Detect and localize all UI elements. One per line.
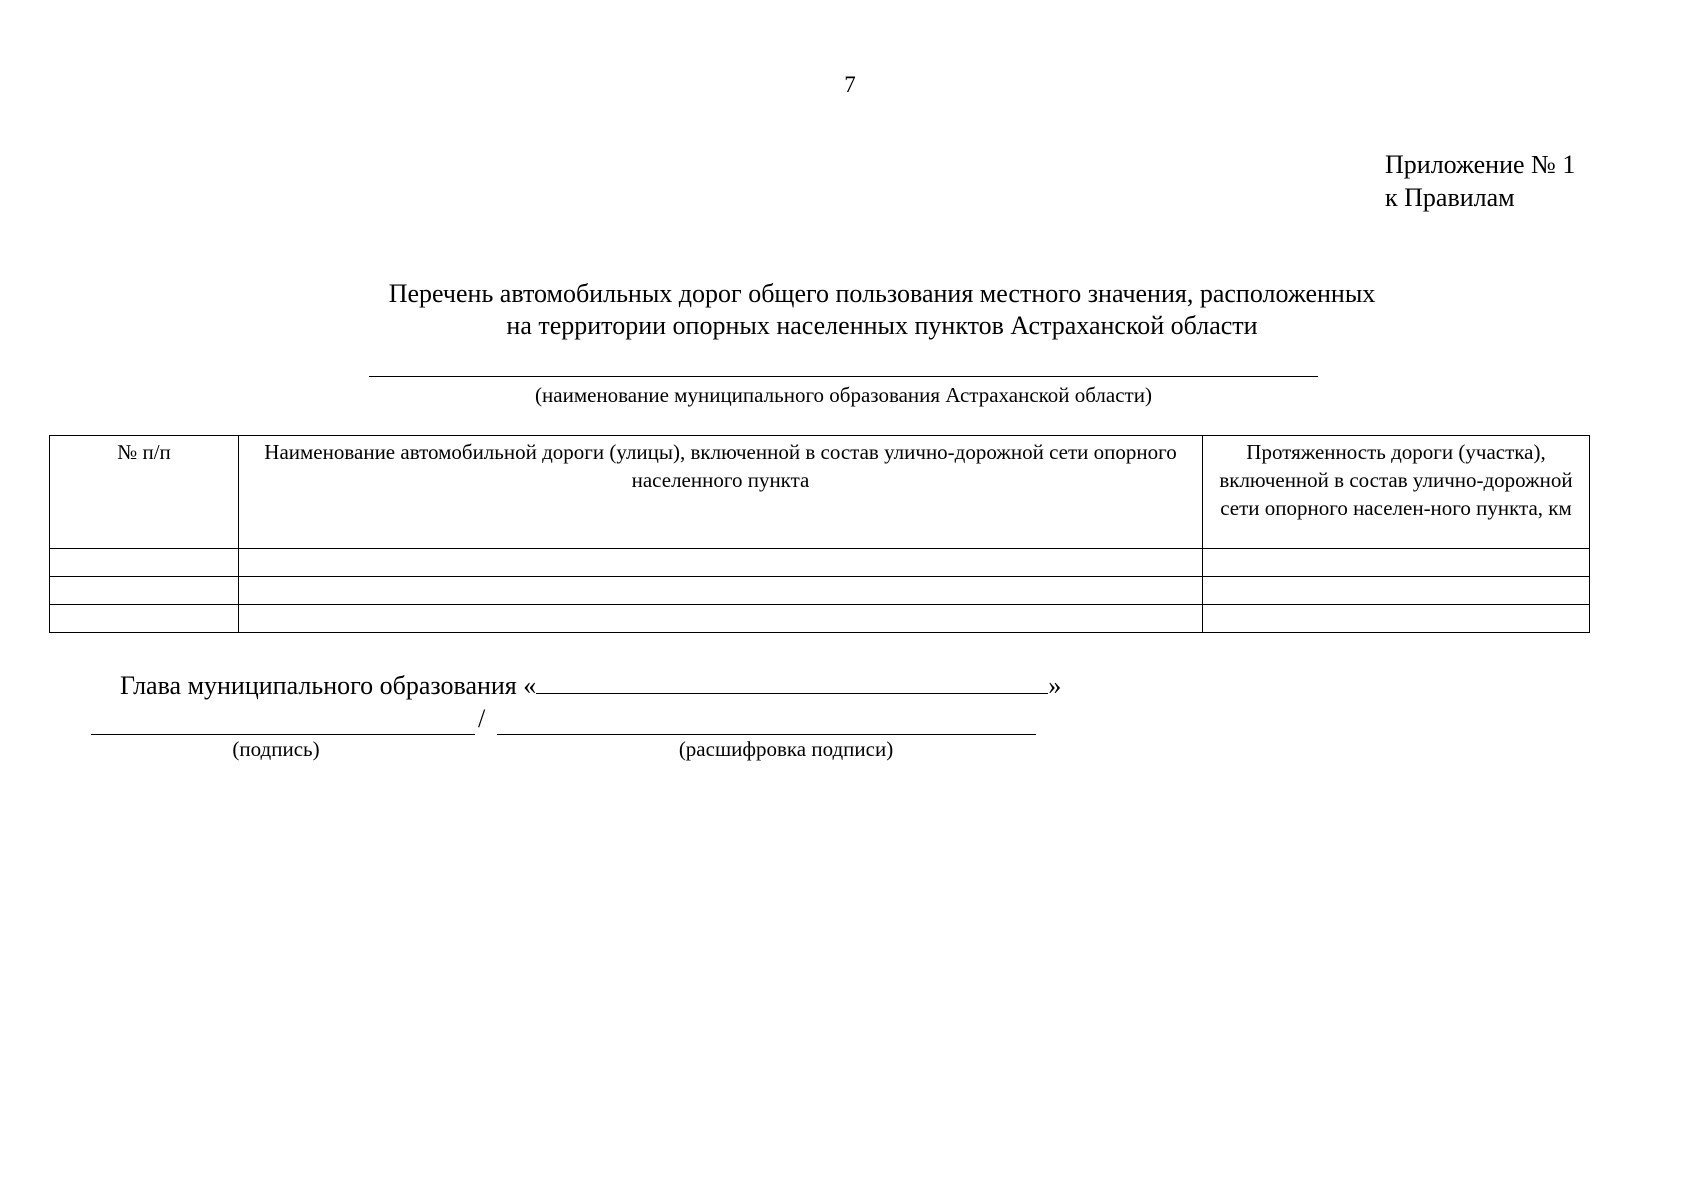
- signature-caption: (подпись): [232, 737, 320, 761]
- document-title-line-2: на территории опорных населенных пунктов Астраханской области: [506, 311, 1258, 340]
- table-cell: [50, 577, 239, 605]
- table-cell: [239, 549, 1203, 577]
- head-of-municipality-line: [120, 670, 1061, 702]
- document-title: [0, 278, 1697, 342]
- column-header-number: № п/п: [50, 436, 239, 549]
- table-row: [50, 549, 1590, 577]
- table-cell: [1203, 549, 1590, 577]
- table-cell: [50, 549, 239, 577]
- signature-decode-caption: (расшифровка подписи): [678, 737, 894, 761]
- table-cell: [1203, 605, 1590, 633]
- signature-separator: /: [478, 704, 486, 733]
- head-of-municipality-label: Глава муниципального образования «: [120, 671, 537, 700]
- table-cell: [1203, 577, 1590, 605]
- closing-quote: »: [1048, 671, 1062, 700]
- column-header-length: Протяженность дороги (участка), включенной в состав улично-дорожной сети опорного населен-ного пункта, км: [1203, 436, 1590, 549]
- appendix-line-2: к Правилам: [1385, 183, 1515, 212]
- table-cell: [239, 577, 1203, 605]
- page-number: 7: [844, 72, 856, 97]
- table-cell: [239, 605, 1203, 633]
- signature-line: [91, 734, 475, 735]
- table-header-row: [50, 436, 1590, 549]
- appendix-line-1: Приложение № 1: [1385, 150, 1576, 179]
- municipality-name-line: [369, 376, 1318, 377]
- table-row: [50, 577, 1590, 605]
- municipality-name-blank: [536, 671, 1048, 694]
- roads-table: [49, 435, 1590, 633]
- document-title-line-1: Перечень автомобильных дорог общего пользования местного значения, расположенных: [388, 279, 1376, 308]
- table-cell: [50, 605, 239, 633]
- municipality-caption: (наименование муниципального образования Астраханской области): [535, 383, 1152, 407]
- column-header-road-name: Наименование автомобильной дороги (улицы), включенной в состав улично-дорожной сети опорного населенного пункта: [239, 436, 1203, 549]
- signature-decode-line: [497, 734, 1036, 735]
- appendix-heading: [1385, 148, 1575, 214]
- table-row: [50, 605, 1590, 633]
